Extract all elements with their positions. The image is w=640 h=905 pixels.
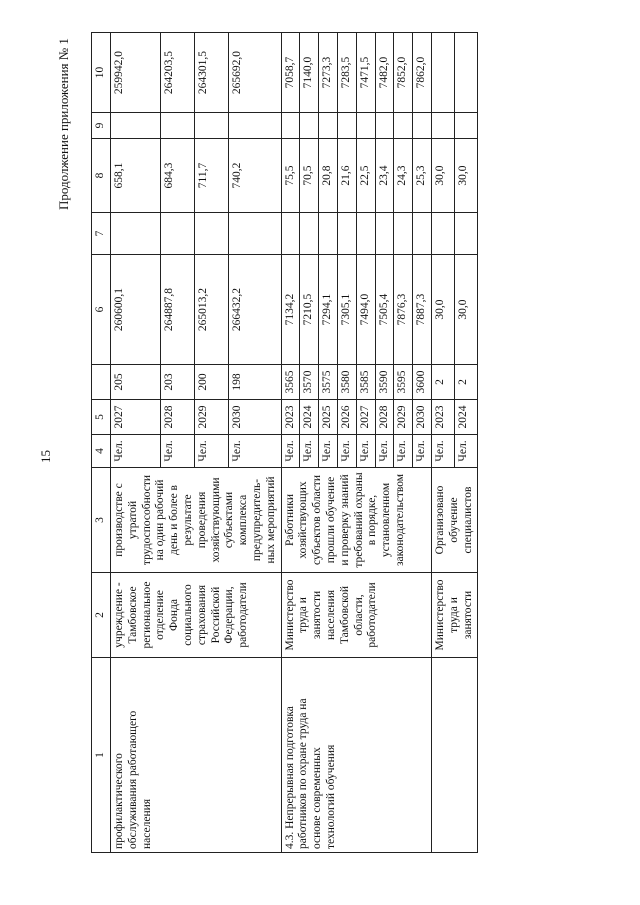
header-cell: 9 [92,113,111,139]
table-row [431,33,454,853]
year-cell: 2026 [337,400,356,435]
value-cell: 3575 [319,365,338,400]
event-name-cell: 4.3. Непрерывная подготовка работников по охране труда на основе современных технологий обучения [281,658,431,853]
value-cell: 7471,5 [356,33,375,113]
unit-cell: Чел. [195,435,229,468]
unit-cell: Чел. [413,435,432,468]
value-cell [375,213,394,255]
value-cell: 3585 [356,365,375,400]
value-cell: 259942,0 [111,33,161,113]
year-cell: 2028 [161,400,195,435]
value-cell: 22,5 [356,139,375,213]
value-cell: 264301,5 [195,33,229,113]
value-cell [281,113,300,139]
value-cell: 203 [161,365,195,400]
program-table [91,32,478,853]
value-cell: 264887,8 [161,255,195,365]
value-cell: 266432,2 [228,255,281,365]
value-cell [111,213,161,255]
year-cell: 2024 [300,400,319,435]
value-cell: 20,8 [319,139,338,213]
unit-cell: Чел. [394,435,413,468]
value-cell [394,213,413,255]
value-cell: 7862,0 [413,33,432,113]
value-cell: 30,0 [455,139,478,213]
value-cell [319,213,338,255]
table-row [111,33,161,853]
value-cell: 260600,1 [111,255,161,365]
indicator-cell: Работники хозяйствующих субъектов области прошли обучение и проверку знаний требований охраны в порядке, установленном законодательством [281,468,431,573]
value-cell [300,113,319,139]
year-cell: 2030 [228,400,281,435]
unit-cell: Чел. [337,435,356,468]
value-cell [375,113,394,139]
value-cell: 205 [111,365,161,400]
value-cell: 200 [195,365,229,400]
value-cell [195,213,229,255]
value-cell [431,113,454,139]
value-cell: 7505,4 [375,255,394,365]
value-cell: 3595 [394,365,413,400]
value-cell: 23,4 [375,139,394,213]
unit-cell: Чел. [228,435,281,468]
header-cell: 2 [92,573,111,658]
header-cell: 7 [92,213,111,255]
value-cell: 7482,0 [375,33,394,113]
unit-cell: Чел. [319,435,338,468]
value-cell [281,213,300,255]
value-cell: 658,1 [111,139,161,213]
value-cell [300,213,319,255]
unit-cell: Чел. [356,435,375,468]
page-number: 15 [38,450,53,463]
indicator-cell: Организовано обучение специалистов [431,468,477,573]
value-cell [228,113,281,139]
value-cell: 70,5 [300,139,319,213]
value-cell [394,113,413,139]
value-cell: 3570 [300,365,319,400]
value-cell: 24,3 [394,139,413,213]
executor-cell: Министерство труда и занятости [431,573,477,658]
year-cell: 2027 [111,400,161,435]
unit-cell: Чел. [455,435,478,468]
header-cell: 6 [92,255,111,365]
value-cell [455,33,478,113]
unit-cell: Чел. [281,435,300,468]
value-cell: 740,2 [228,139,281,213]
header-cell: 5 [92,400,111,435]
value-cell: 7210,5 [300,255,319,365]
executor-cell: учреждение - Тамбовское региональное отделение Фонда социального страхования Российской Федерации, работодатели [111,573,282,658]
value-cell: 30,0 [431,255,454,365]
value-cell [228,213,281,255]
year-cell: 2024 [455,400,478,435]
event-name-cell: профилактического обслуживания работающего населения [111,658,282,853]
value-cell [413,213,432,255]
value-cell: 264203,5 [161,33,195,113]
unit-cell: Чел. [111,435,161,468]
header-cell: 1 [92,658,111,853]
unit-cell: Чел. [431,435,454,468]
year-cell: 2025 [319,400,338,435]
value-cell: 7852,0 [394,33,413,113]
value-cell: 711,7 [195,139,229,213]
year-cell: 2029 [394,400,413,435]
value-cell: 265013,2 [195,255,229,365]
indicator-cell: производстве с утратой трудоспособности на один рабочий день и более в результате проведения хозяйствующими субъектами комплекса предупредитель- ных мероприятий [111,468,282,573]
value-cell: 7283,5 [337,33,356,113]
unit-cell: Чел. [161,435,195,468]
value-cell: 2 [455,365,478,400]
header-row [92,33,111,853]
header-cell: 4 [92,435,111,468]
value-cell: 3580 [337,365,356,400]
table-row [281,33,300,853]
continuation-title: Продолжение приложения № 1 [56,38,71,210]
year-cell: 2030 [413,400,432,435]
unit-cell: Чел. [300,435,319,468]
value-cell: 7134,2 [281,255,300,365]
value-cell: 7887,3 [413,255,432,365]
header-cell: 8 [92,139,111,213]
year-cell: 2023 [431,400,454,435]
value-cell: 3565 [281,365,300,400]
value-cell: 684,3 [161,139,195,213]
value-cell: 7494,0 [356,255,375,365]
value-cell [337,113,356,139]
executor-cell: Министерство труда и занятости населения Тамбовской области, работодатели [281,573,431,658]
header-cell: 3 [92,468,111,573]
value-cell [431,33,454,113]
year-cell: 2028 [375,400,394,435]
value-cell: 7876,3 [394,255,413,365]
value-cell: 21,6 [337,139,356,213]
event-name-cell [431,658,477,853]
value-cell: 2 [431,365,454,400]
header-cell [92,365,111,400]
value-cell: 7294,1 [319,255,338,365]
header-cell: 10 [92,33,111,113]
value-cell: 265692,0 [228,33,281,113]
value-cell [455,113,478,139]
year-cell: 2023 [281,400,300,435]
value-cell [195,113,229,139]
year-cell: 2029 [195,400,229,435]
value-cell: 75,5 [281,139,300,213]
value-cell [413,113,432,139]
value-cell [161,213,195,255]
value-cell [319,113,338,139]
value-cell: 3590 [375,365,394,400]
value-cell: 198 [228,365,281,400]
value-cell [431,213,454,255]
value-cell: 30,0 [455,255,478,365]
value-cell: 30,0 [431,139,454,213]
value-cell [161,113,195,139]
value-cell [337,213,356,255]
value-cell: 25,3 [413,139,432,213]
value-cell: 3600 [413,365,432,400]
value-cell [455,213,478,255]
value-cell [356,113,375,139]
value-cell: 7058,7 [281,33,300,113]
value-cell: 7140,0 [300,33,319,113]
value-cell [111,113,161,139]
value-cell: 7305,1 [337,255,356,365]
value-cell: 7273,3 [319,33,338,113]
unit-cell: Чел. [375,435,394,468]
value-cell [356,213,375,255]
year-cell: 2027 [356,400,375,435]
